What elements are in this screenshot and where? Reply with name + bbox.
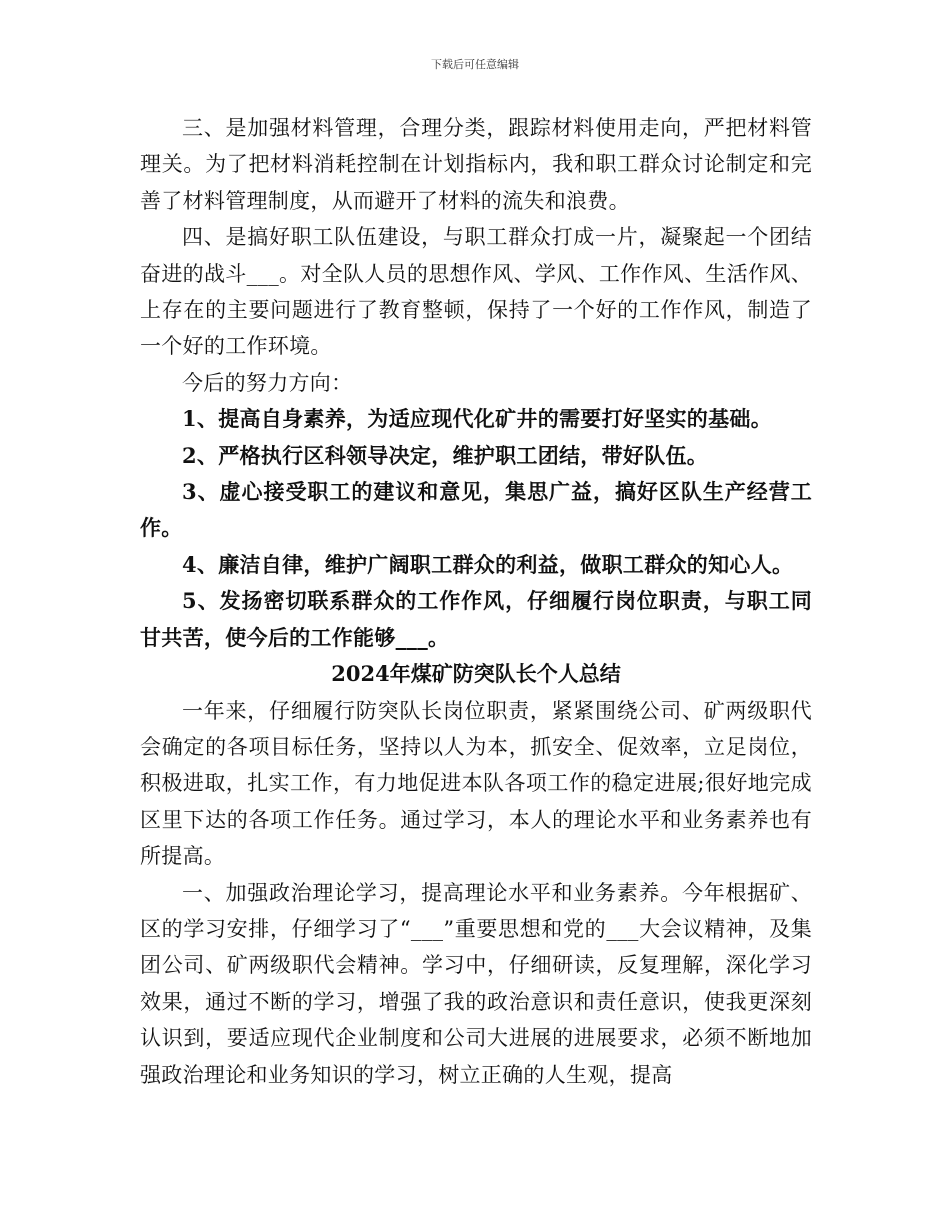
direction-item-1: 1、提高自身素养，为适应现代化矿井的需要打好坚实的基础。 [182,406,773,432]
page-header-note: 下载后可任意编辑 [431,58,519,71]
paragraph-material-management: 三、是加强材料管理，合理分类，跟踪材料使用走向，严把材料管理关。为了把材料消耗控制在计划指标内，我和职工群众讨论制定和完善了材料管理制度，从而避开了材料的流失和浪费。 [140,116,812,213]
section-title: 2024年煤矿防突队长个人总结 [331,661,621,687]
direction-item-2: 2、严格执行区科领导决定，维护职工团结，带好队伍。 [182,442,709,468]
direction-item-5: 5、发扬密切联系群众的工作作风，仔细履行岗位职责，与职工同甘共苦，使今后的工作能够___。 [140,588,812,650]
paragraph-annual-summary: 一年来，仔细履行防突队长岗位职责，紧紧围绕公司、矿两级职代会确定的各项目标任务，坚持以人为本，抓安全、促效率，立足岗位，积极进取，扎实工作，有力地促进本队各项工作的稳定进展;很好地完成区里下达的各项工作任务。通过学习，本人的理论水平和业务素养也有所提高。 [140,698,812,869]
paragraph-political-study: 一、加强政治理论学习，提高理论水平和业务素养。今年根据矿、区的学习安排，仔细学习了“___”重要思想和党的___大会议精神，及集团公司、矿两级职代会精神。学习中，仔细研读，反复理解，深化学习效果，通过不断的学习，增强了我的政治意识和责任意识，使我更深刻认识到，要适应现代企业制度和公司大进展的进展要求，必须不断地加强政治理论和业务知识的学习，树立正确的人生观，提高 [140,880,812,1087]
direction-item-4: 4、廉洁自律，维护广阔职工群众的利益，做职工群众的知心人。 [182,551,794,577]
document-body [140,110,812,1093]
direction-item-3: 3、虚心接受职工的建议和意见，集思广益，搞好区队生产经营工作。 [140,479,812,541]
paragraph-team-building: 四、是搞好职工队伍建设，与职工群众打成一片，凝聚起一个团结奋进的战斗___。对全队人员的思想作风、学风、工作作风、生活作风、上存在的主要问题进行了教育整顿，保持了一个好的工作作风，制造了一个好的工作环境。 [140,225,812,359]
paragraph-future-direction-heading: 今后的努力方向： [182,370,353,395]
